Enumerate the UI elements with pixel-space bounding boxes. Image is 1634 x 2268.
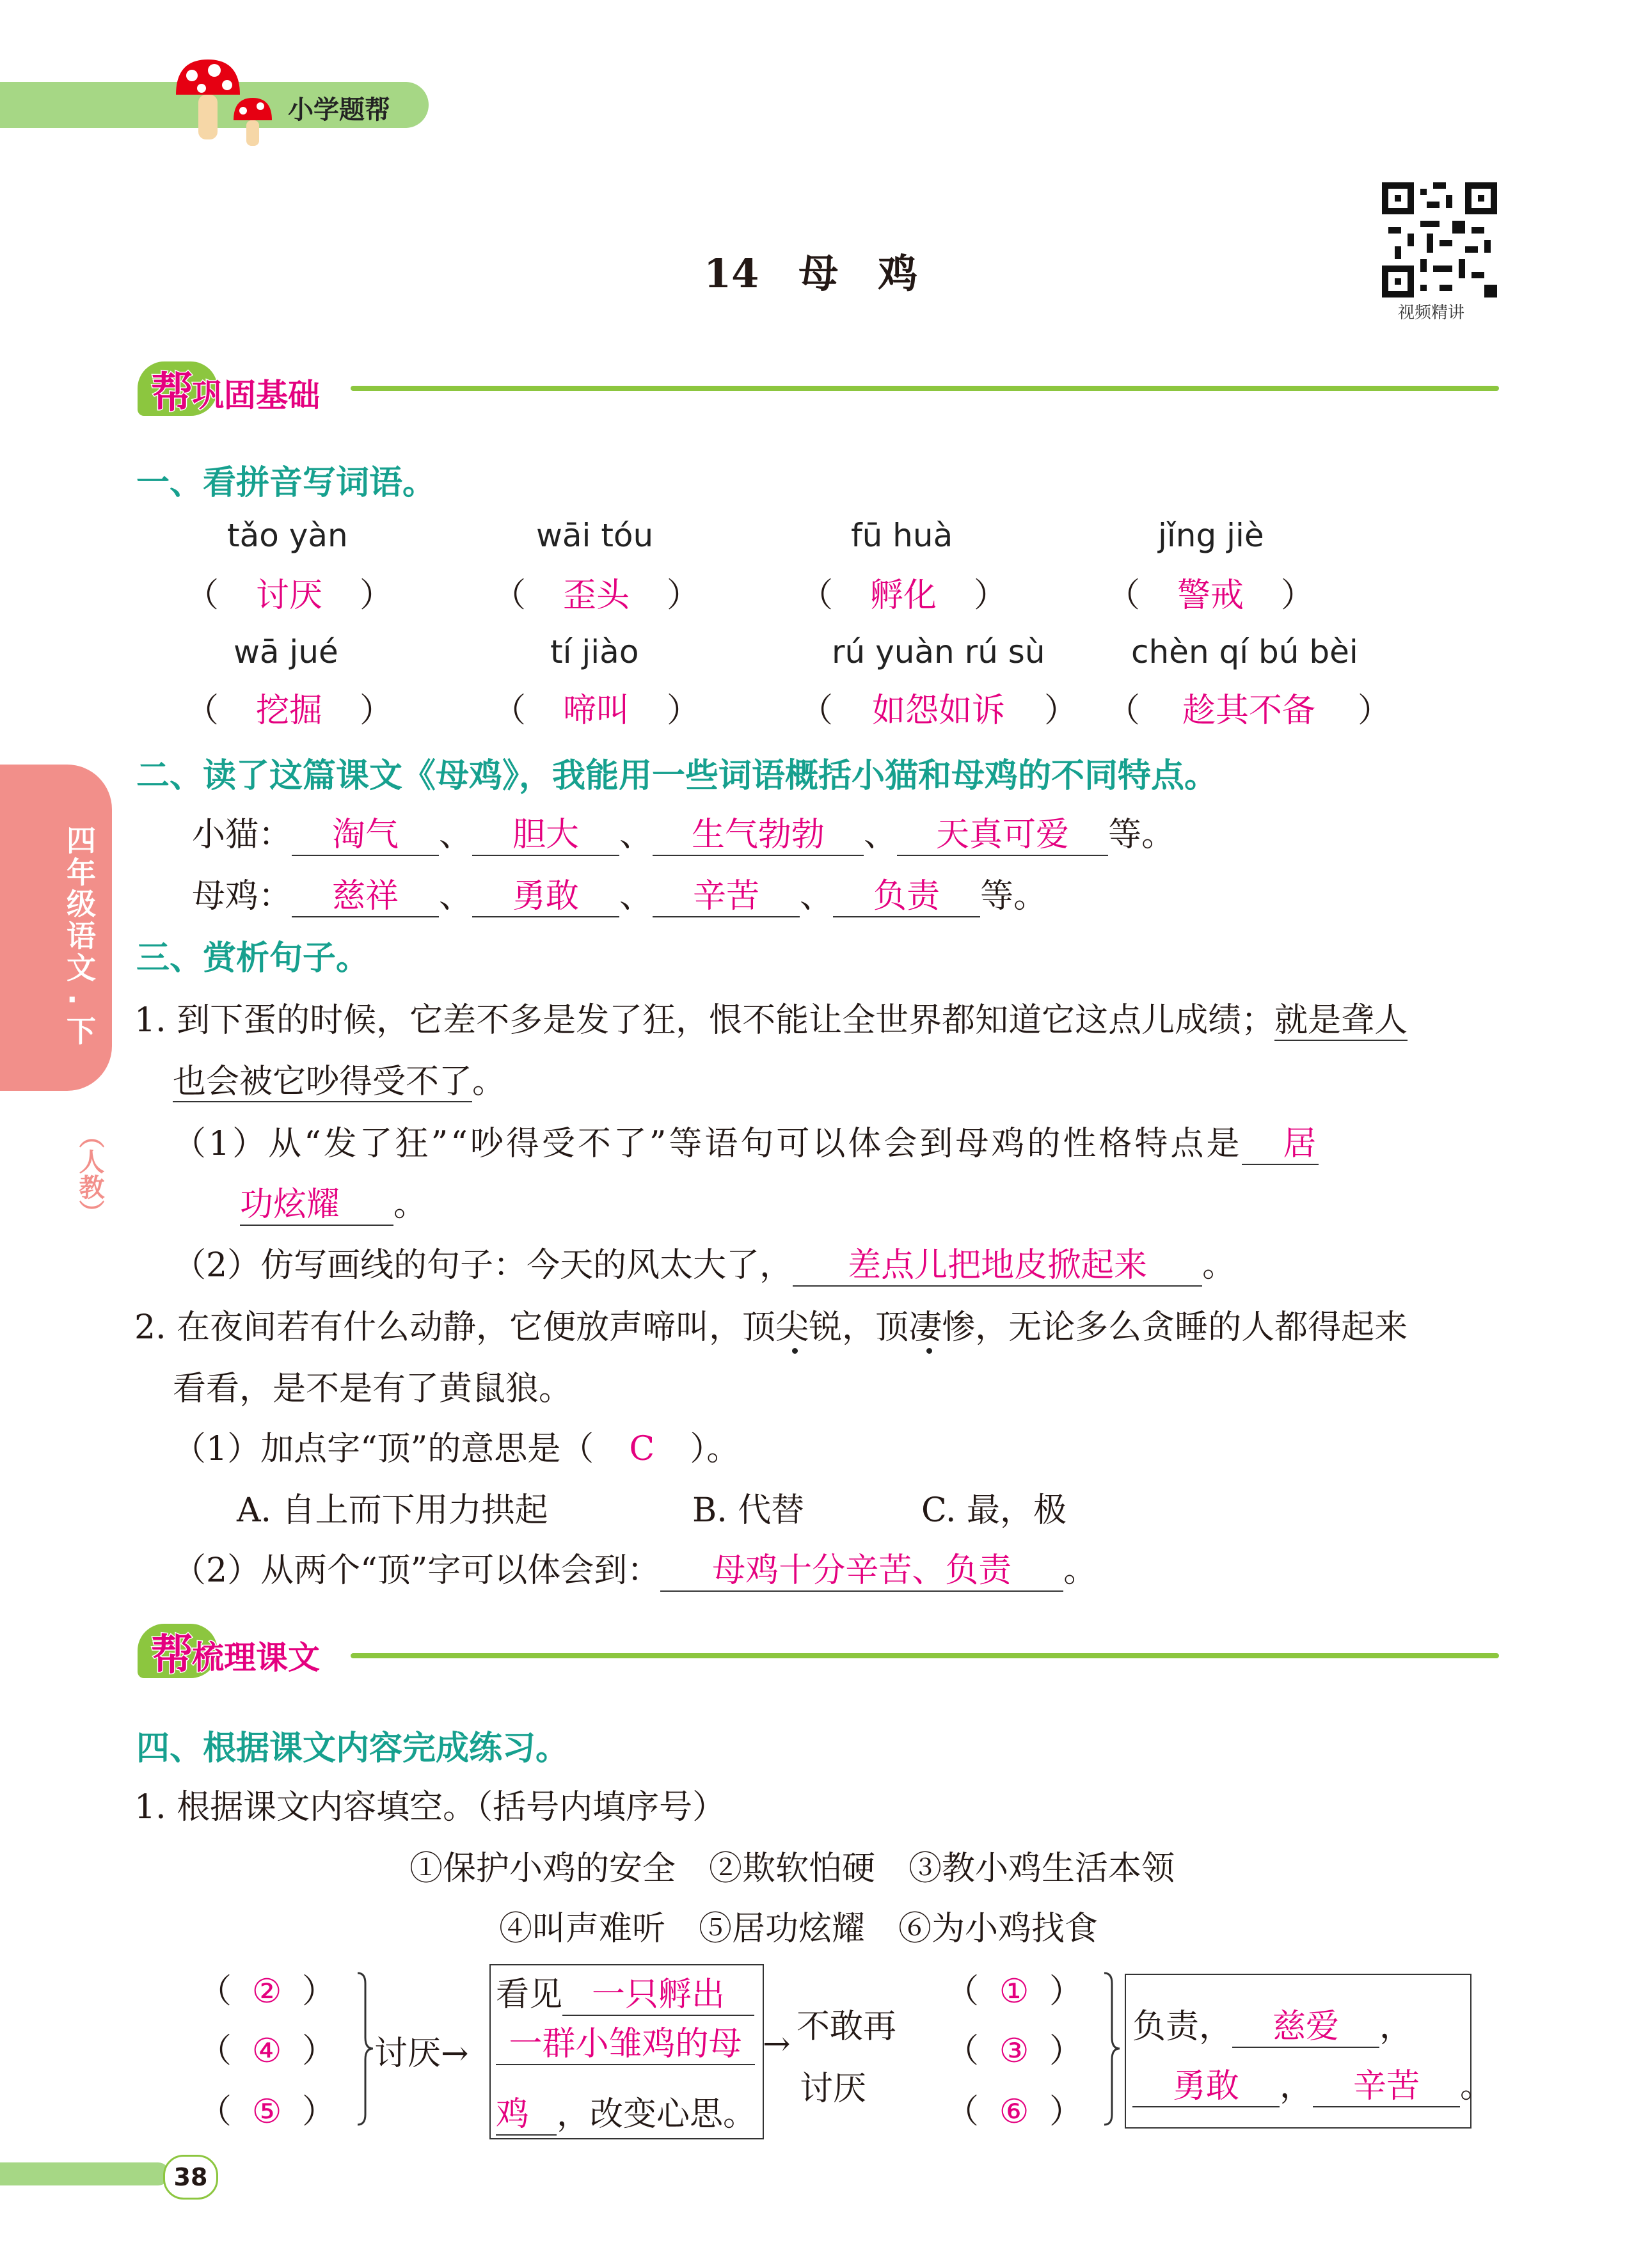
answer-bracket: （ 趁其不备 ） [1107,683,1391,731]
answer-bracket: （ 如怨如诉 ） [800,683,1077,731]
answer-word: 辛苦 [653,878,800,917]
answer-word: 差点儿把地皮掀起来 [793,1247,1202,1287]
story-line2 [496,2025,755,2065]
mushroom-logo-icon [163,56,291,149]
answer-bracket: （ 孵化 ） [800,568,1007,616]
answer-word: 警戒 [1177,576,1244,615]
pinyin: tǎo yàn [227,517,348,554]
option-b: B. 代替 [692,1491,805,1530]
answer-bracket: （ ⑥ ） [946,2093,1083,2131]
middle-text-1: 不敢再 [797,2008,897,2046]
pinyin: wāi tóu [536,517,654,554]
question-2-2: （2）从两个“顶”字可以体会到： 母鸡十分辛苦、负责 。 [173,1543,1097,1592]
dotted-char: 顶 [742,1308,776,1347]
curly-brace-icon [355,1971,374,2127]
answer-bracket: （ 警戒 ） [1107,568,1314,616]
answer-word: 生气勃勃 [653,816,864,856]
hen-label: 母鸡： [192,877,292,916]
answer-number: ③ [999,2032,1029,2070]
answer-word: 慈爱 [1232,2008,1379,2048]
side-tab-grade: 四年级语文·下 [67,823,96,1049]
answer-bracket: （ ④ ） [198,2032,336,2070]
answer-bracket: （ ② ） [198,1972,336,2011]
dotted-char: 顶 [875,1308,909,1347]
side-tab-edition: （人教） [75,1123,104,1225]
choices-row1: ①保护小鸡的安全 ②欺软怕硬 ③教小鸡生活本领 [409,1850,1175,1888]
emphasis-dot [926,1348,932,1354]
answer-word: 勇敢 [1132,2068,1280,2107]
sentence-2-line2: 看看，是不是有了黄鼠狼。 [173,1370,573,1408]
answer-word: 母鸡十分辛苦、负责 [660,1552,1063,1592]
underlined-text: 也会被它吵得受不了 [173,1063,473,1101]
qr-code-icon[interactable] [1382,182,1497,297]
story-line3: 鸡 ，改变心思。 [496,2087,756,2136]
sentence-1-line2: 也会被它吵得受不了。 [173,1063,506,1101]
choices-row2: ④叫声难听 ⑤居功炫耀 ⑥为小鸡找食 [499,1910,1099,1948]
section-title: 巩固基础 [192,377,320,414]
answer-number: ① [999,1972,1029,2011]
answer-word: 负责 [833,878,980,917]
section-badge: 帮 [151,368,193,417]
answer-bracket: （ ③ ） [946,2032,1083,2070]
answer-word: 辛苦 [1313,2068,1460,2107]
section-divider [351,1653,1499,1658]
answer-word: 鸡 [496,2096,557,2136]
hate-arrow: 讨厌→ [374,2034,469,2073]
footer-bar [0,2162,170,2185]
pinyin: jǐng jiè [1158,517,1264,554]
answer-word: 讨厌 [256,576,323,615]
sentence-1: 1. 到下蛋的时候，它差不多是发了狂，恨不能让全世界都知道它这点儿成绩；就是聋人 [134,1001,1408,1040]
sentence-2: 2. 在夜间若有什么动静，它便放声啼叫，顶尖锐，顶凄惨，无论多么贪睡的人都得起来 [134,1308,1408,1347]
qr-caption: 视频精讲 [1398,303,1465,322]
q4-heading: 四、根据课文内容完成练习。 [136,1729,569,1768]
hen-row: 母鸡： 慈祥 、 勇敢 、 辛苦 、 负责 等。 [192,869,1047,917]
pinyin: rú yuàn rú sù [832,633,1045,670]
answer-bracket: （ 讨厌 ） [186,568,393,616]
answer-number: ⑤ [251,2093,282,2131]
answer-number: ④ [251,2032,282,2070]
q1-heading: 一、看拼音写词语。 [136,464,436,502]
option-a: A. 自上而下用力拱起 [237,1491,548,1530]
question-1-2: （2）仿写画线的句子：今天的风太大了， 差点儿把地皮掀起来 。 [173,1238,1235,1287]
answer-number: ② [251,1972,282,2011]
question-2-1: （1）加点字“顶”的意思是（ C ）。 [173,1430,740,1468]
answer-bracket: （ ⑤ ） [198,2093,336,2131]
page-number: 38 [163,2155,218,2200]
cat-row: 小猫： 淘气 、 胆大 、 生气勃勃 、 天真可爱 等。 [192,807,1175,856]
section-title: 梳理课文 [192,1639,320,1676]
answer-word: 孵化 [870,576,937,615]
answer-number: ⑥ [999,2093,1029,2131]
answer-word: 挖掘 [256,692,323,730]
pinyin: fū huà [851,517,953,554]
answer-word: 胆大 [472,816,619,856]
answer-bracket: （ 歪头 ） [493,568,700,616]
answer-bracket: （ ① ） [946,1972,1083,2011]
arrow: → [763,2025,791,2063]
answer-word: 歪头 [563,576,630,615]
brand-name: 小学题帮 [288,95,390,125]
option-c: C. 最，极 [921,1491,1067,1530]
answer-word: 勇敢 [472,878,619,917]
answer-word: 天真可爱 [897,816,1108,856]
answer-choice: C [629,1430,655,1468]
answer-bracket: （ 挖掘 ） [186,683,393,731]
answer-word: 慈祥 [292,878,439,917]
section-badge: 帮 [151,1630,193,1679]
pinyin: wā jué [234,633,338,670]
question-1-1-cont: 功炫耀 。 [240,1177,427,1226]
curly-brace-icon [1102,1971,1121,2127]
cat-label: 小猫： [192,816,292,854]
middle-text-2: 讨厌 [800,2070,867,2108]
answer-word: 啼叫 [563,692,630,730]
pinyin: tí jiào [550,633,639,670]
section-divider [351,386,1499,391]
q4-sub1: 1. 根据课文内容填空。（括号内填序号） [134,1788,726,1827]
question-1-1: （1）从“发了狂”“吵得受不了”等语句可以体会到母鸡的性格特点是 居 [173,1116,1319,1165]
answer-word: 淘气 [292,816,439,856]
story-line1: 看见 一只孵出 [496,1967,754,2016]
summary-line1: 负责， 慈爱 ， [1132,1999,1413,2048]
answer-bracket: （ 啼叫 ） [493,683,700,731]
answer-word: 如怨如诉 [872,692,1006,730]
page-title: 14 母 鸡 [704,250,918,297]
underlined-text: 就是聋人 [1274,1001,1408,1040]
answer-word: 一群小雏鸡的母 [496,2026,755,2065]
q2-heading: 二、读了这篇课文《母鸡》，我能用一些词语概括小猫和母鸡的不同特点。 [136,757,1218,795]
answer-word: 功炫耀 [240,1186,393,1226]
pinyin: chèn qí bú bèi [1131,633,1358,670]
answer-word: 一只孵出 [562,1976,754,2016]
answer-word: 居 [1242,1125,1319,1165]
q3-heading: 三、赏析句子。 [136,939,370,978]
answer-word: 趁其不备 [1182,692,1316,730]
summary-line2: 勇敢 ， 辛苦 。 [1132,2059,1493,2107]
emphasis-dot [792,1348,798,1354]
